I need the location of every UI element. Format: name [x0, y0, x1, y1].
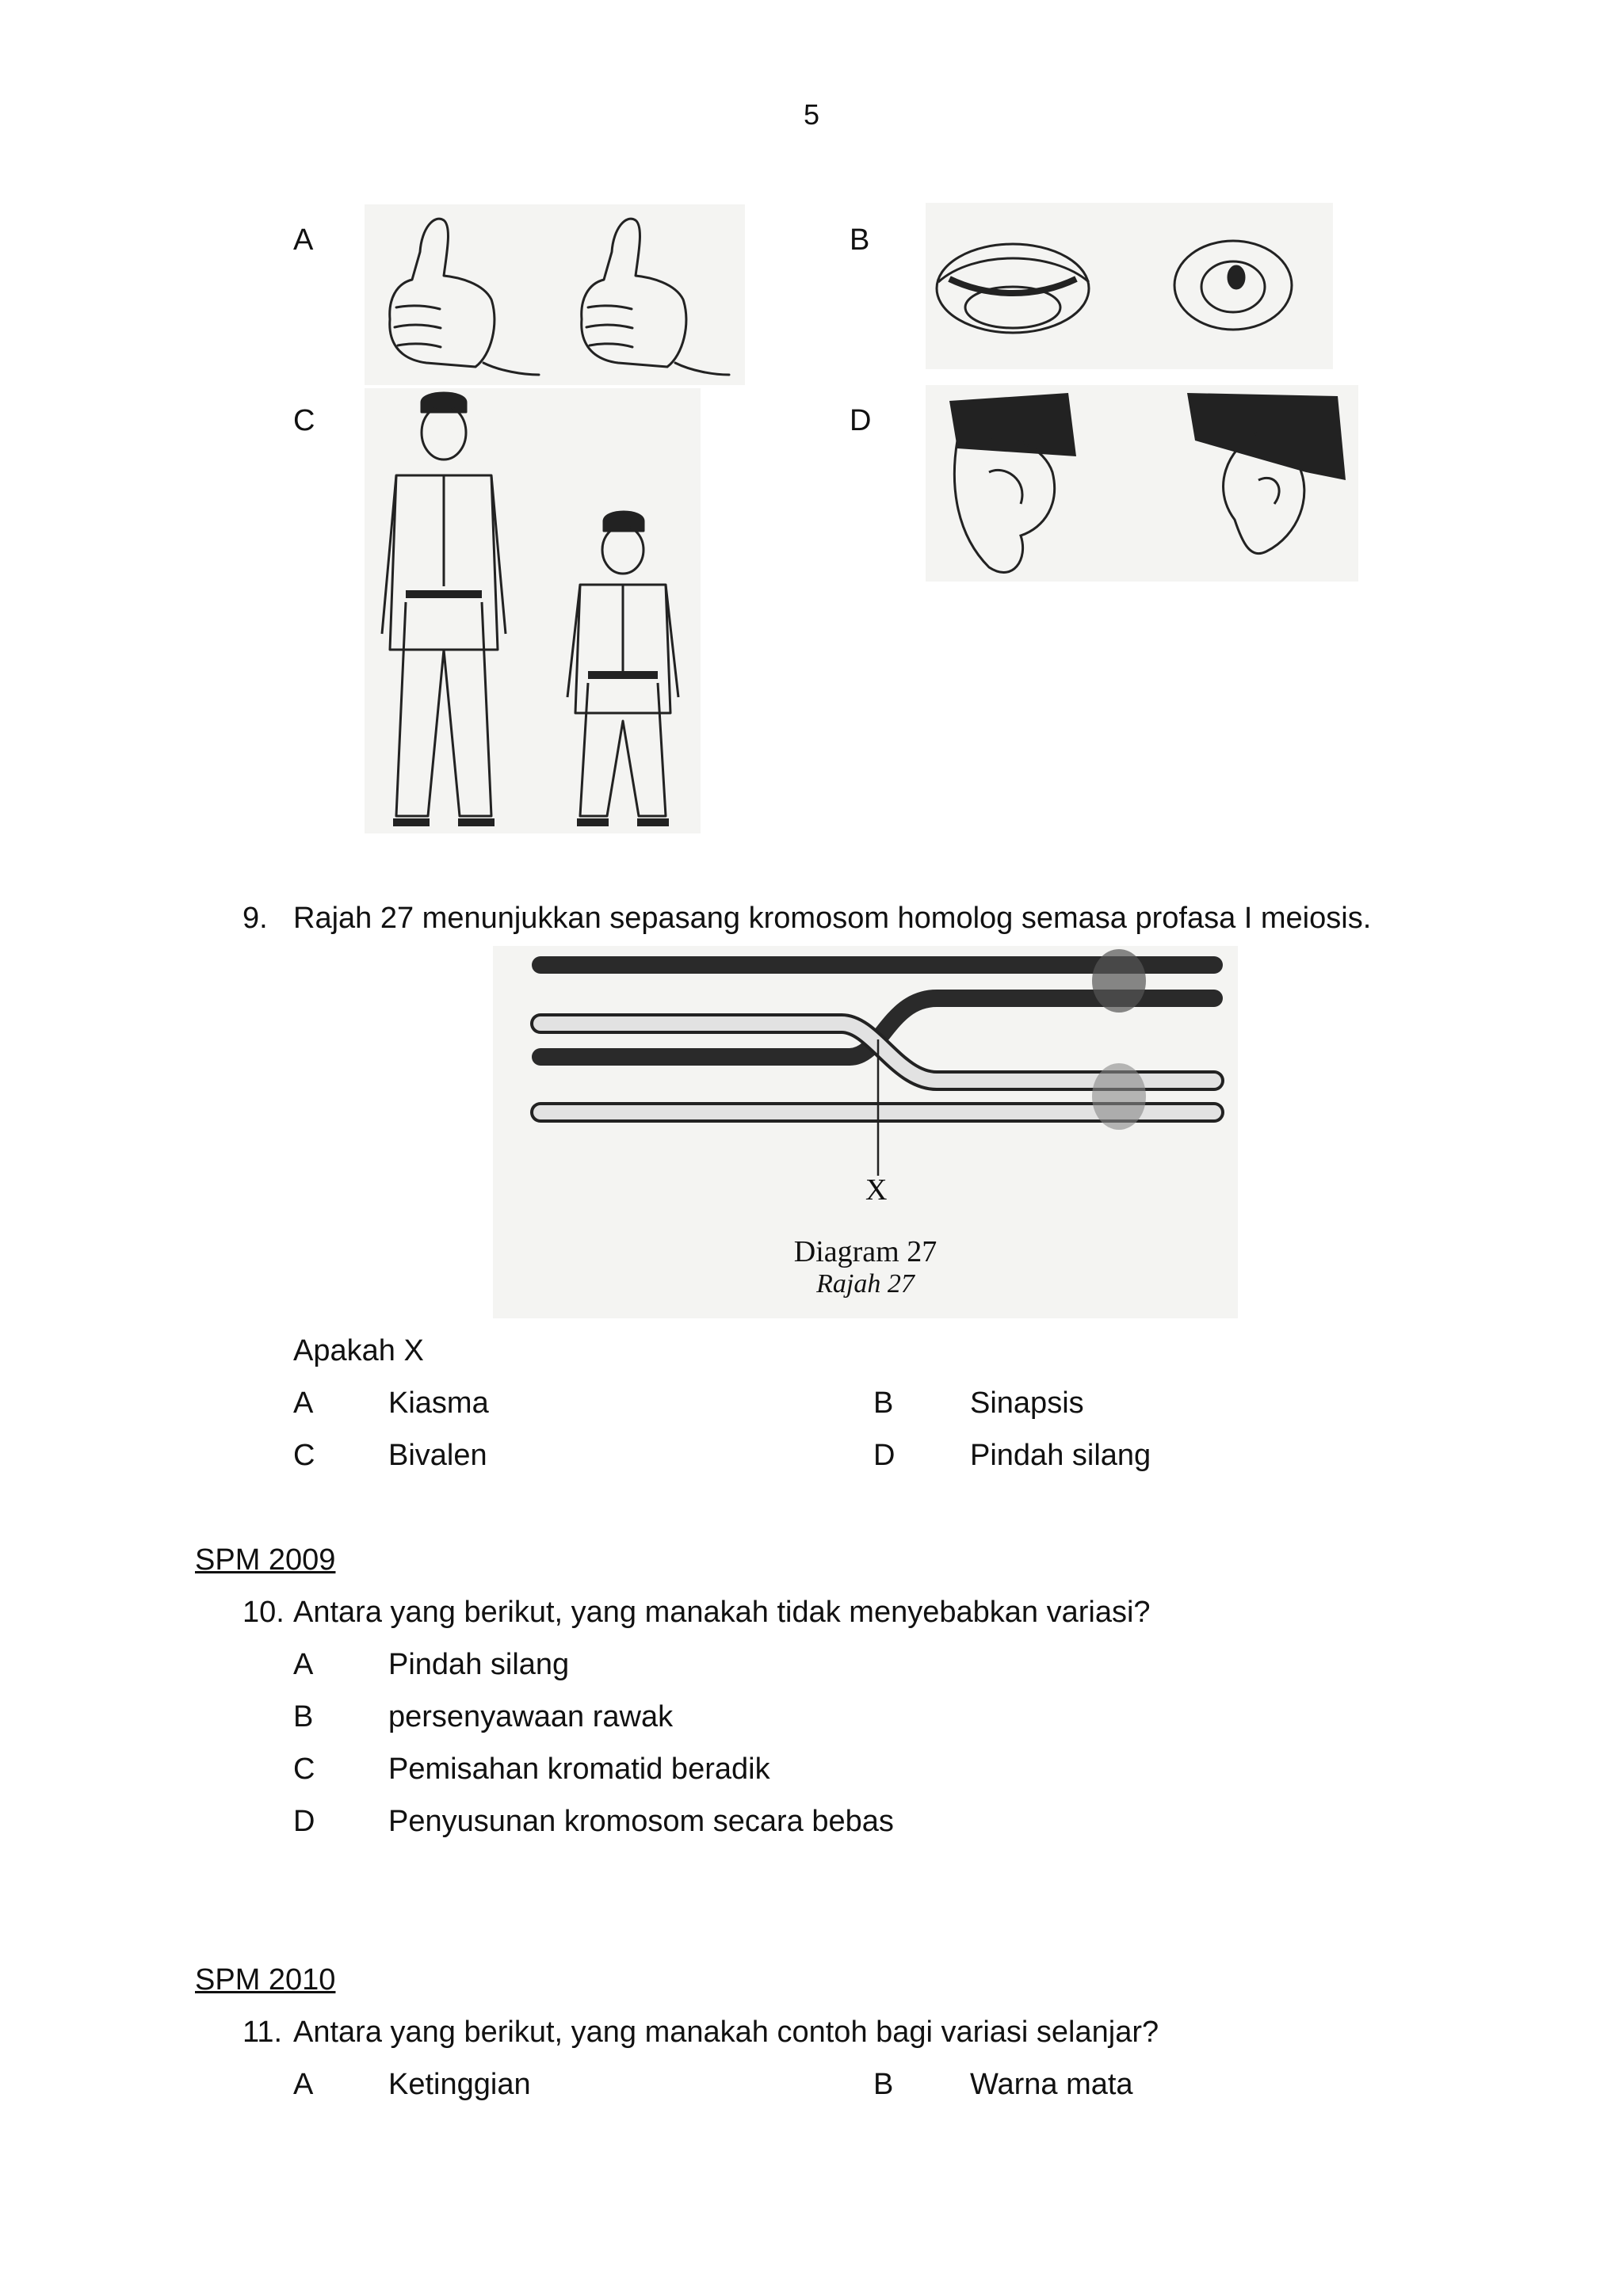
question-9-prompt: Apakah X — [293, 1334, 424, 1367]
option-c-letter: C — [293, 404, 315, 437]
question-11-stem: Antara yang berikut, yang manakah contoh bagi variasi selanjar? — [293, 2016, 1159, 2049]
q11-option-letter: A — [293, 2068, 314, 2101]
page-number: 5 — [803, 98, 820, 131]
diagram-27 — [493, 946, 1238, 1318]
q9-option-text: Sinapsis — [970, 1386, 1084, 1420]
q9-option-text: Pindah silang — [970, 1439, 1151, 1472]
section-heading-spm-2010: SPM 2010 — [195, 1963, 336, 1997]
label-x: X — [865, 1173, 888, 1207]
option-a-letter: A — [293, 223, 314, 257]
q10-option-letter: C — [293, 1753, 315, 1786]
q10-option-letter: D — [293, 1805, 315, 1838]
tongue-images — [926, 203, 1333, 369]
q9-option-letter: C — [293, 1439, 315, 1472]
q9-option-text: Kiasma — [388, 1386, 489, 1420]
q10-option-text: Pemisahan kromatid beradik — [388, 1753, 770, 1786]
q10-option-text: Pindah silang — [388, 1648, 570, 1681]
thumb-images — [365, 204, 745, 385]
diagram-caption-malay: Rajah 27 — [816, 1269, 915, 1299]
q9-option-letter: D — [873, 1439, 896, 1472]
earlobe-images — [926, 385, 1358, 582]
diagram-caption-english: Diagram 27 — [793, 1235, 938, 1268]
question-11-number: 11. — [242, 2016, 283, 2049]
q10-option-letter: A — [293, 1648, 314, 1681]
q10-option-text: persenyawaan rawak — [388, 1700, 674, 1733]
q9-option-letter: A — [293, 1386, 314, 1420]
height-images — [365, 388, 701, 833]
q10-option-text: Penyusunan kromosom secara bebas — [388, 1805, 894, 1838]
q9-option-text: Bivalen — [388, 1439, 487, 1472]
q11-option-letter: B — [873, 2068, 894, 2101]
question-9-number: 9. — [242, 902, 268, 935]
option-d-letter: D — [850, 404, 872, 437]
section-heading-spm-2009: SPM 2009 — [195, 1543, 336, 1577]
q11-option-text: Ketinggian — [388, 2068, 531, 2101]
q10-option-letter: B — [293, 1700, 314, 1733]
question-10-number: 10. — [242, 1596, 285, 1629]
q11-option-text: Warna mata — [970, 2068, 1133, 2101]
question-10-stem: Antara yang berikut, yang manakah tidak menyebabkan variasi? — [293, 1596, 1151, 1629]
q9-option-letter: B — [873, 1386, 894, 1420]
question-9-stem: Rajah 27 menunjukkan sepasang kromosom homolog semasa profasa I meiosis. — [293, 902, 1372, 935]
option-b-letter: B — [850, 223, 870, 257]
